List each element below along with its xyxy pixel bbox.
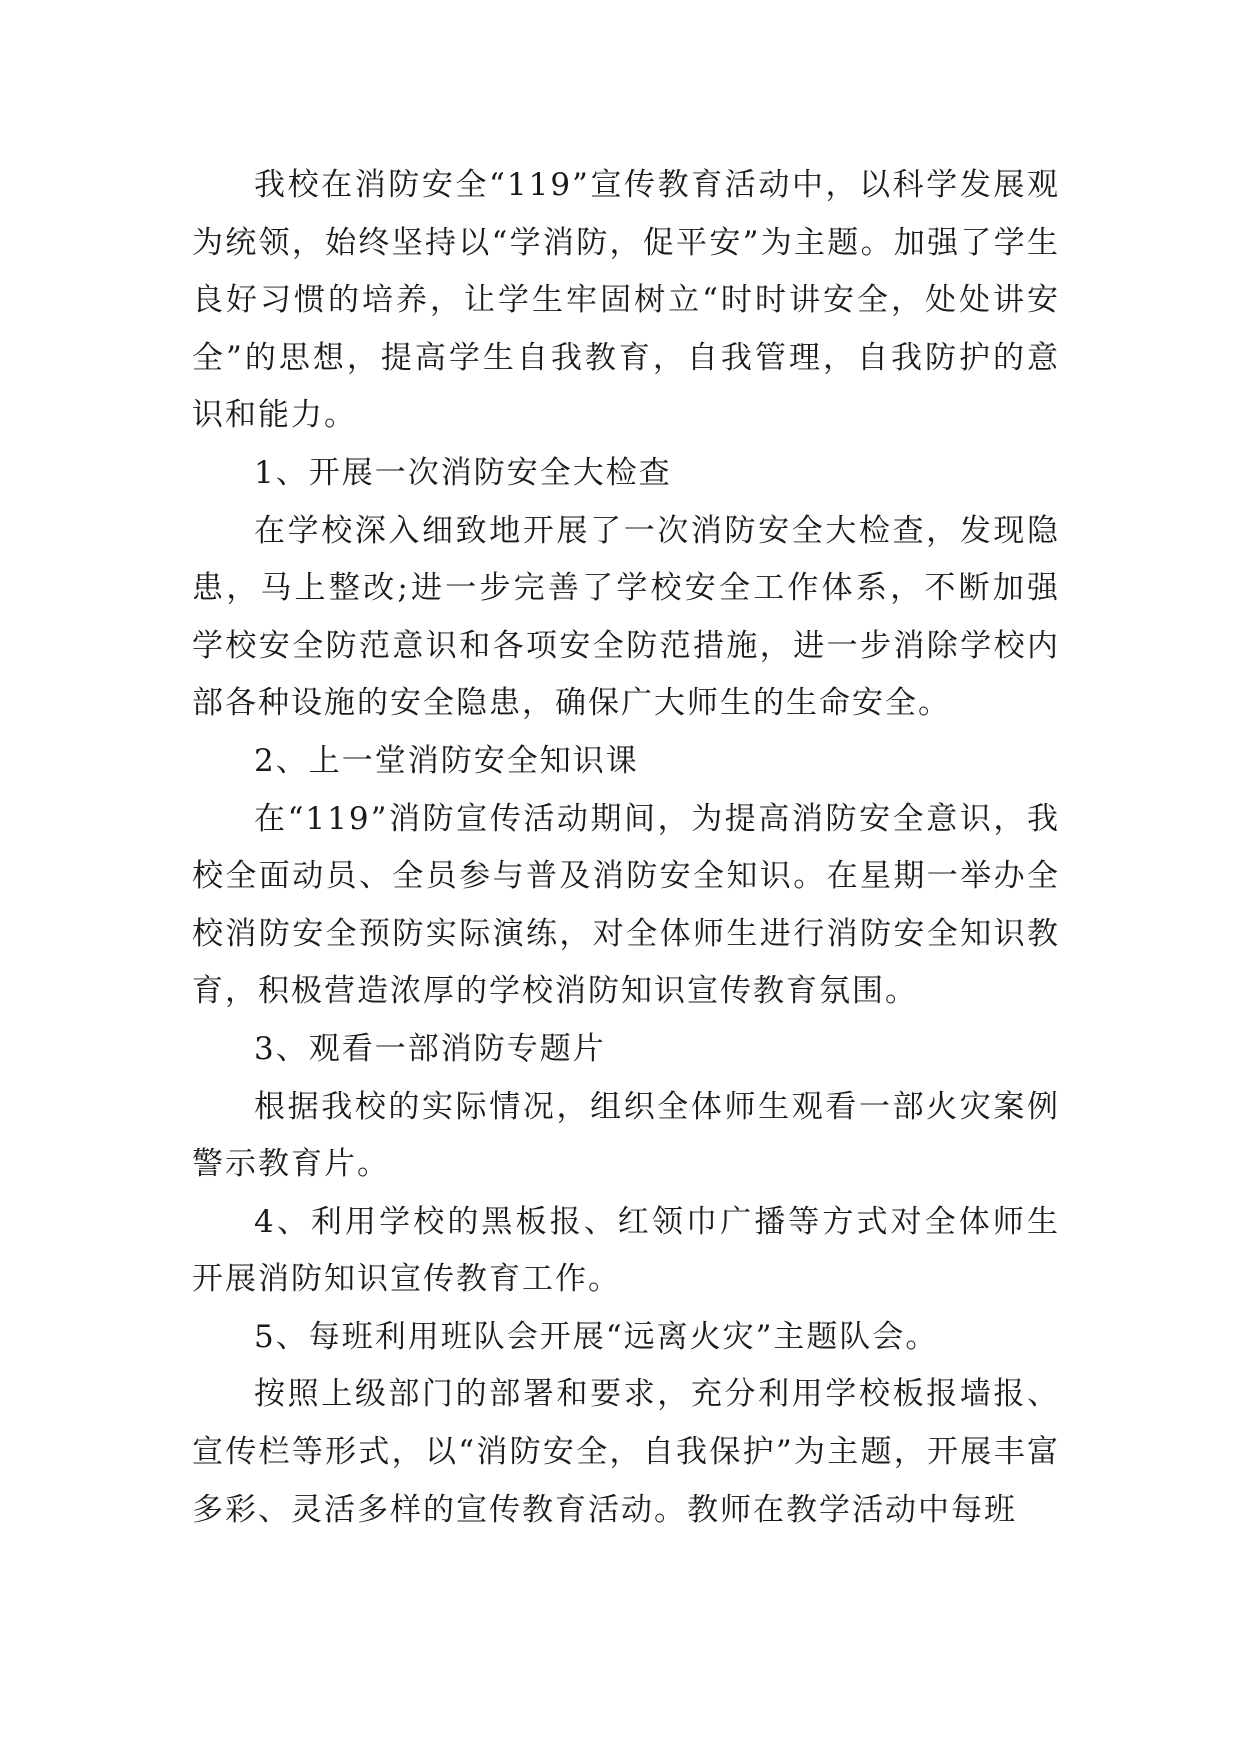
heading-item-1: 1、开展一次消防安全大检查 [254,454,672,491]
paragraph-item-1: 在学校深入细致地开展了一次消防安全大检查，发现隐患，马上整改;进一步完善了学校安全工作体系，不断加强学校安全防范意识和各项安全防范措施，进一步消除学校内部各种设施的安全隐患，确保广大师生的生命安全。 [192,512,1060,722]
paragraph-item-3: 根据我校的实际情况，组织全体师生观看一部火灾案例警示教育片。 [192,1088,1060,1183]
heading-item-3: 3、观看一部消防专题片 [254,1030,606,1067]
document-body [192,157,1060,1539]
paragraph-intro: 我校在消防安全“119”宣传教育活动中，以科学发展观为统领，始终坚持以“学消防，促平安”为主题。加强了学生良好习惯的培养，让学生牢固树立“时时讲安全，处处讲安全”的思想，提高学生自我教育，自我管理，自我防护的意识和能力。 [192,167,1060,434]
heading-item-2: 2、上一堂消防安全知识课 [254,742,639,779]
paragraph-item-5: 5、每班利用班队会开展“远离火灾”主题队会。 [254,1318,939,1355]
paragraph-item-4: 4、利用学校的黑板报、红领巾广播等方式对全体师生开展消防知识宣传教育工作。 [192,1203,1060,1298]
paragraph-closing: 按照上级部门的部署和要求，充分利用学校板报墙报、宣传栏等形式，以“消防安全，自我保护”为主题，开展丰富多彩、灵活多样的宣传教育活动。教师在教学活动中每班 [192,1376,1060,1528]
paragraph-item-2: 在“119”消防宣传活动期间，为提高消防安全意识，我校全面动员、全员参与普及消防安全知识。在星期一举办全校消防安全预防实际演练，对全体师生进行消防安全知识教育，积极营造浓厚的学校消防知识宣传教育氛围。 [192,800,1060,1010]
